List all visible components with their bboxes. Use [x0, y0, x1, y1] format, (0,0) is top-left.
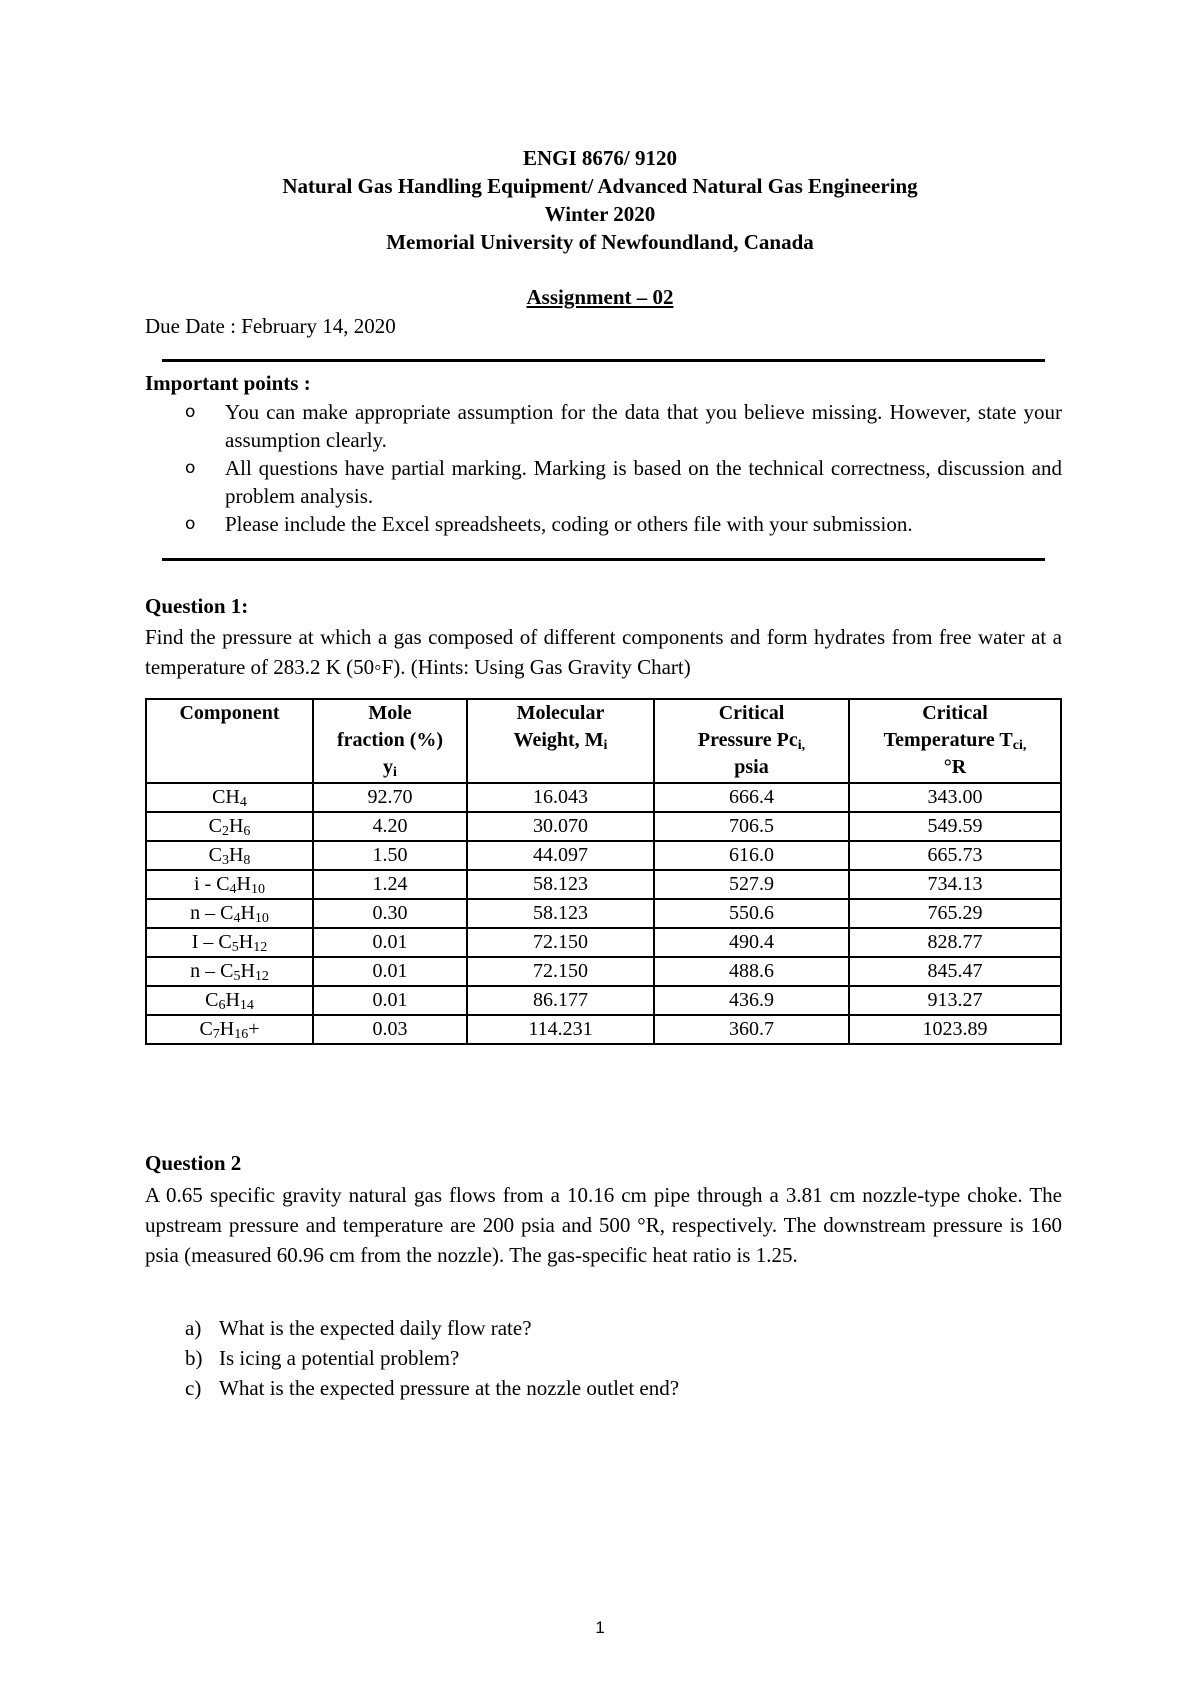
- table-row: [146, 841, 1061, 870]
- cell-critical-pressure: 550.6: [654, 899, 849, 928]
- cell-component: i - $C_4H_{10}$: [146, 870, 313, 899]
- question2-list: [185, 1313, 679, 1403]
- document-header: [0, 144, 1200, 256]
- cell-mole-fraction: 92.70: [313, 783, 467, 812]
- table-row: [146, 957, 1061, 986]
- cell-critical-temperature: 549.59: [849, 812, 1061, 841]
- cell-molecular-weight: 114.231: [467, 1015, 654, 1044]
- header-critical-temperature: Critical Temperature $T_{ci,}$ °R: [849, 699, 1061, 783]
- table-row: [146, 812, 1061, 841]
- question2-text: A 0.65 specific gravity natural gas flows from a 10.16 cm pipe through a 3.81 cm nozzle-type choke. The upstream pressure and temperature are 200 psia and 500 °R, respectively. The downstream pressure is 160 psia (measured 60.96 cm from the nozzle). The gas-specific heat ratio is 1.25.: [145, 1183, 1062, 1267]
- cell-molecular-weight: 86.177: [467, 986, 654, 1015]
- cell-component: n – $C_4H_{10}$: [146, 899, 313, 928]
- list-item: c) What is the expected pressure at the nozzle outlet end?: [185, 1376, 680, 1400]
- cell-component: $CH_4$: [146, 783, 313, 812]
- header-mole-fraction: Mole fraction (%) $y_i$: [313, 699, 467, 783]
- cell-mole-fraction: 0.30: [313, 899, 467, 928]
- cell-critical-temperature: 343.00: [849, 783, 1061, 812]
- divider-top: [162, 359, 1045, 362]
- cell-molecular-weight: 44.097: [467, 841, 654, 870]
- table-body: [146, 783, 1061, 1044]
- cell-molecular-weight: 30.070: [467, 812, 654, 841]
- cell-critical-temperature: 913.27: [849, 986, 1061, 1015]
- course-code: ENGI 8676/ 9120: [522, 146, 677, 170]
- list-item: b) Is icing a potential problem?: [185, 1346, 460, 1370]
- table-row: [146, 1015, 1061, 1044]
- important-point: [145, 510, 1062, 538]
- cell-critical-temperature: 734.13: [849, 870, 1061, 899]
- cell-critical-pressure: 666.4: [654, 783, 849, 812]
- cell-molecular-weight: 72.150: [467, 928, 654, 957]
- cell-critical-pressure: 488.6: [654, 957, 849, 986]
- cell-component: $C_6H_{14}$: [146, 986, 313, 1015]
- cell-critical-temperature: 765.29: [849, 899, 1061, 928]
- due-date: Due Date : February 14, 2020: [145, 314, 396, 338]
- cell-critical-temperature: 828.77: [849, 928, 1061, 957]
- table-row: [146, 986, 1061, 1015]
- cell-critical-pressure: 706.5: [654, 812, 849, 841]
- table-row: [146, 899, 1061, 928]
- point-text: Please include the Excel spreadsheets, coding or others file with your submission.: [225, 512, 913, 536]
- cell-critical-pressure: 490.4: [654, 928, 849, 957]
- course-title: Natural Gas Handling Equipment/ Advanced Natural Gas Engineering: [282, 174, 918, 198]
- cell-critical-temperature: 845.47: [849, 957, 1061, 986]
- bullet-icon: o: [185, 402, 196, 422]
- cell-critical-pressure: 527.9: [654, 870, 849, 899]
- important-point: [145, 454, 1062, 510]
- important-points-list: [145, 398, 1062, 538]
- cell-critical-pressure: 360.7: [654, 1015, 849, 1044]
- cell-molecular-weight: 58.123: [467, 870, 654, 899]
- page-number: 1: [595, 1618, 605, 1637]
- cell-mole-fraction: 0.01: [313, 928, 467, 957]
- cell-molecular-weight: 58.123: [467, 899, 654, 928]
- university: Memorial University of Newfoundland, Canada: [386, 230, 814, 254]
- component-table: [145, 698, 1062, 1045]
- cell-critical-pressure: 436.9: [654, 986, 849, 1015]
- list-item: a) What is the expected daily flow rate?: [185, 1316, 532, 1340]
- cell-mole-fraction: 4.20: [313, 812, 467, 841]
- question2-title: Question 2: [145, 1151, 242, 1175]
- cell-mole-fraction: 0.01: [313, 986, 467, 1015]
- table-row: [146, 783, 1061, 812]
- cell-critical-pressure: 616.0: [654, 841, 849, 870]
- cell-critical-temperature: 1023.89: [849, 1015, 1061, 1044]
- table-header-row: [146, 699, 1061, 783]
- table-row: [146, 928, 1061, 957]
- question1-title: Question 1:: [145, 594, 249, 618]
- cell-critical-temperature: 665.73: [849, 841, 1061, 870]
- cell-molecular-weight: 16.043: [467, 783, 654, 812]
- table-row: [146, 870, 1061, 899]
- header-critical-pressure: Critical Pressure $Pc_{i,}$ psia: [654, 699, 849, 783]
- divider-bottom: [162, 558, 1045, 561]
- cell-component: I – $C_5H_{12}$: [146, 928, 313, 957]
- important-point: [145, 398, 1062, 454]
- important-title: Important points :: [145, 371, 311, 395]
- cell-molecular-weight: 72.150: [467, 957, 654, 986]
- cell-component: $C_2H_6$: [146, 812, 313, 841]
- cell-mole-fraction: 1.24: [313, 870, 467, 899]
- cell-mole-fraction: 0.01: [313, 957, 467, 986]
- bullet-icon: o: [185, 514, 196, 534]
- cell-component: n – $C_5H_{12}$: [146, 957, 313, 986]
- question1-text: Find the pressure at which a gas composed of different components and form hydrates from free water at a temperature of 283.2 K (50◦F). (Hints: Using Gas Gravity Chart): [145, 625, 1062, 679]
- cell-component: $C_3H_8$: [146, 841, 313, 870]
- cell-component: $C_7H_{16}+$: [146, 1015, 313, 1044]
- header-molecular-weight: Molecular Weight, $M_i$: [467, 699, 654, 783]
- point-text: All questions have partial marking. Marking is based on the technical correctness, discussion and problem analysis.: [225, 456, 1062, 508]
- term: Winter 2020: [544, 202, 656, 226]
- bullet-icon: o: [185, 458, 196, 478]
- cell-mole-fraction: 1.50: [313, 841, 467, 870]
- cell-mole-fraction: 0.03: [313, 1015, 467, 1044]
- header-component: Component: [146, 699, 313, 783]
- point-text: You can make appropriate assumption for the data that you believe missing. However, state your assumption clearly.: [225, 400, 1062, 452]
- assignment-title: Assignment – 02: [526, 285, 674, 309]
